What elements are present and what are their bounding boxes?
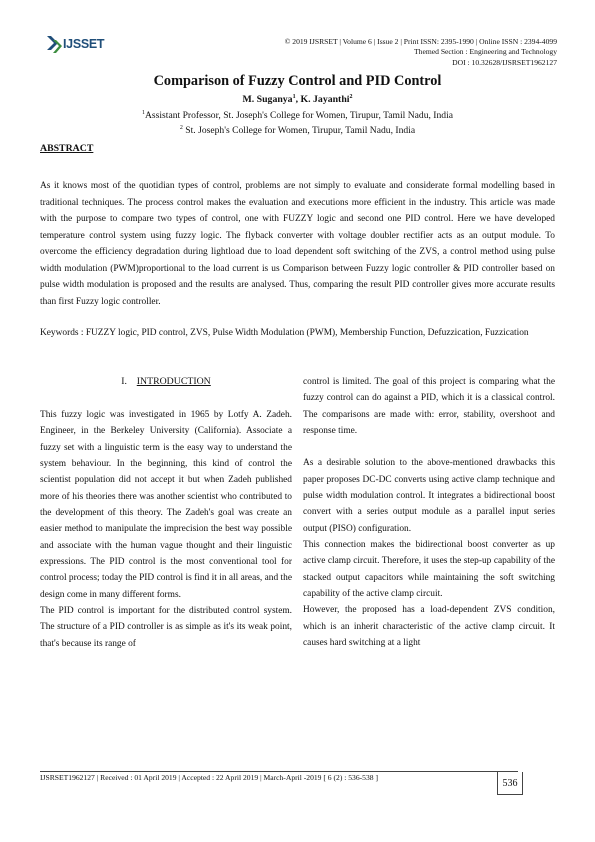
body-paragraph: This fuzzy logic was investigated in 1965 by Lotfy A. Zadeh. Engineer, in the Berkeley University (California). Associate a fuzzy set with a linguistic term is the easy way to understand the system behaviour. In the beginning, this kind of control the scientist population did not accept it but when Zadeh published more of his theories there was another scientist who contributed to the development of this theory. The Zadeh's goal was create an easier method to manipulate the imprecision the best way possible and associate with the human vague thought and their linguistic expressions. The PID control is the most conventional tool for control process; today the PID control is find it in all areas, and the design come in many different forms.: [40, 410, 292, 600]
keywords-text: FUZZY logic, PID control, ZVS, Pulse Width Modulation (PWM), Membership Function, Defuzzication, Fuzzication: [83, 328, 529, 338]
body-paragraph: As a desirable solution to the above-mentioned drawbacks this paper proposes DC-DC converts using active clamp technique and pulse width modulation control. It integrates a bidirectional boost convert with a series output module as a parallel input series output (PISO) configuration.: [303, 458, 555, 534]
footer-rule: [40, 771, 518, 772]
author-sup: 1: [292, 94, 296, 100]
header-line-1: © 2019 IJSRSET | Volume 6 | Issue 2 | Print ISSN: 2395-1990 | Online ISSN : 2394-4099: [284, 37, 557, 46]
logo-icon: [44, 34, 64, 56]
author-name: M. Suganya: [242, 94, 293, 105]
header-doi: DOI : 10.32628/IJSRSET1962127: [452, 57, 557, 67]
abstract-heading: ABSTRACT: [40, 143, 94, 154]
affiliation-2: [0, 125, 595, 136]
author-line: [0, 94, 595, 105]
body-paragraph: control is limited. The goal of this project is comparing what the fuzzy control can do against a PID, which it is a classical control. The comparisons are made with: error, stability, overshoot and response time.: [303, 377, 555, 437]
section-number: I.: [121, 376, 127, 387]
author-separator: ,: [295, 94, 301, 105]
author-sup: 2: [349, 94, 353, 100]
logo-text: IJSSET: [63, 37, 105, 51]
body-paragraph: However, the proposed has a load-dependent ZVS condition, which is an inherit characteristic of the active clamp circuit. It causes hard switching at a light: [303, 605, 555, 649]
affiliation-sup: 1: [141, 110, 145, 116]
abstract-text: As it knows most of the quotidian types of control, problems are not simply to evaluate and considerate formal modelling based in traditional techniques. The process control makes the evaluation and executions more efficient in the industry. This article was made with the purpose to compare two types of control, one with FUZZY logic and second one PID control. Here we have developed temperature control system using fuzzy logic. The flyback converter with voltage doubler rectifier acts as an output module. To overcome the efficiency degradation during lightload due to load dependent soft switching of the ZVS, a control method using pulse width modulation (PWM)proportional to the load current is us Comparison between Fuzzy logic controller & PID controller based on pulse width modulation is proposed and the results are analysed. Thus, comparing the result PID controller gives more accurate results than first Fuzzy logic controller.: [40, 181, 555, 307]
footer-text: IJSRSET1962127 | Received : 01 April 2019 | Accepted : 22 April 2019 | March-April -2019 [ 6 (2) : 536-538 ]: [40, 773, 379, 782]
keywords: [40, 325, 555, 342]
left-column: [40, 407, 292, 652]
affiliation-1: [0, 110, 595, 121]
section-heading: [40, 376, 292, 387]
journal-header: [285, 37, 557, 68]
paper-title: Comparison of Fuzzy Control and PID Control: [153, 73, 442, 89]
affiliation-sup: 2: [179, 125, 183, 131]
section-title: INTRODUCTION: [136, 376, 211, 387]
keywords-label: Keywords :: [40, 328, 84, 338]
author-name: K. Jayanthi: [300, 94, 350, 105]
body-paragraph: This connection makes the bidirectional boost converter as up active clamp circuit. Therefore, it uses the step-up capability of the stacked output capacitors while maintaining the soft switching capability of the active clamp circuit.: [303, 540, 555, 600]
affiliation-text: Assistant Professor, St. Joseph's College for Women, Tirupur, Tamil Nadu, India: [144, 110, 453, 121]
paragraph-gap: [303, 439, 555, 455]
journal-logo: [44, 34, 118, 60]
page-number: 536: [497, 772, 523, 795]
header-line-2: Themed Section : Engineering and Technology: [414, 47, 557, 57]
right-column: [303, 374, 555, 652]
body-paragraph: The PID control is important for the distributed control system. The structure of a PID controller is as simple as it's its weak point, that's because its range of: [40, 606, 292, 649]
affiliation-text: St. Joseph's College for Women, Tirupur, Tamil Nadu, India: [182, 125, 416, 136]
